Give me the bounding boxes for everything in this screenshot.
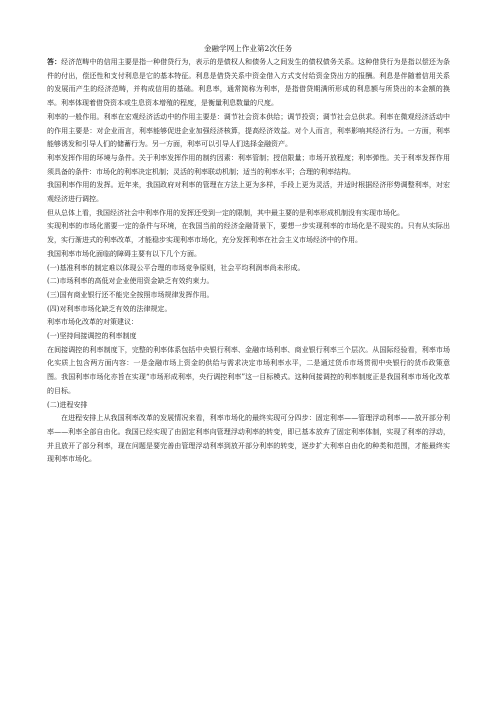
document-title: 金融学网上作业第2次任务 (203, 44, 293, 53)
paragraph-4: 我国利率作用的发挥。近年来，我国政府对利率的管理在方法上更为多样，手段上更为灵活，并适时根据经济形势调整利率，对宏观经济进行调控。 (47, 181, 450, 204)
list-item-obstacle-4: (四)对利率市场化缺乏有效的法律规定。 (47, 304, 172, 313)
paragraph-text: 经济范畴中的信用主要是指一种借贷行为，表示的是债权人和债务人之间发生的债权债务关系。这种借贷行为是指以偿还为条件的付出，偿还性和支付利息是它的基本特征。利息是借贷关系中资金借入方式支付给资金贷出方的报酬。利息是伴随着信用关系的发展而产生的经济范畴，并构成信用的基础。利息率，通常简称为利率，是指借贷期满所形成的利息额与所贷出的本金额的换率。利率体现着借贷资本或生息资本增殖的程度，是衡量利息数量的尺度。 (47, 58, 451, 108)
paragraph-7: 我国利率市场化面临的障碍主要有以下几个方面。 (47, 249, 201, 258)
paragraph-indirect-control: 在间接调控的利率制度下，完整的利率体系包括中央银行利率、金融市场利率、商业银行利率三个层次。从国际经验看，利率市场化实质上包含两方面内容：一是金融市场上资金的供给与需求决定市场利率水平，二是通过货币市场贯彻中央银行的货币政策意图。我国利率市场化亦旨在实现“市场形成利率，央行调控利率”这一目标模式。这种间接调控的利率制度正是我国利率市场化改革的目标。 (47, 345, 450, 395)
paragraph-1 (47, 55, 450, 111)
section-heading-suggestions: 利率市场化改革的对策建议： (47, 318, 138, 327)
subheading-indirect-control: (一)坚持间接调控的利率制度 (47, 332, 137, 341)
list-item-obstacle-3: (三)国有商业银行还不能完全按照市场规律发挥作用。 (47, 290, 214, 299)
paragraph-5: 但从总体上看，我国经济社会中利率作用的发挥还受到一定的限制，其中最主要的是利率形成机制没有实现市场化。 (47, 208, 404, 217)
answer-label: 答： (47, 57, 62, 66)
list-item-obstacle-2: (二)市场利率的高低对企业使用资金缺乏有效约束力。 (47, 277, 214, 286)
paragraph-2: 利率的一般作用。利率在宏观经济活动中的作用主要是：调节社会资本供给；调节投资；调节社会总供求。利率在微观经济活动中的作用主要是：对企业而言，利率能够促进企业加强经济核算，提高经济效益。对个人而言，利率影响其经济行为。一方面，利率能够诱发和引导人们的储蓄行为。另一方面，利率可以引导人们选择金融资产。 (47, 112, 450, 149)
paragraph-progress: 在进程安排上从我国利率改革的发展情况来看，利率市场化的最终实现可分四步：固定利率——管理浮动利率——放开部分利率——利率全部自由化。我国已经实现了由固定利率向管理浮动利率的转变，即已基本放弃了固定利率体制，实现了利率的浮动，并且放开了部分利率，现在问题是要完善由管理浮动利率到放开部分利率的转变，逐步扩大利率自由化的种类和范围，才能最终实现利率市场化。 (47, 414, 450, 464)
paragraph-3: 利率发挥作用的环境与条件。关于利率发挥作用的制约因素：利率管制；授信限量；市场开放程度；利率弹性。关于利率发挥作用须具备的条件：市场化的利率决定机制；灵活的利率联动机制；适当的利率水平；合理的利率结构。 (47, 153, 450, 176)
paragraph-6: 实现利率的市场化需要一定的条件与环境，在我国当前的经济金融背景下，要想一步实现利率的市场化是不现实的。只有从实际出发，实行渐进式的利率改革，才能稳步实现利率市场化，充分发挥利率在社会主义市场经济中的作用。 (47, 222, 450, 245)
subheading-progress: (二)进程安排 (47, 400, 88, 409)
list-item-obstacle-1: (一)基准利率的制定难以体现公平合理的市场竞争原则，社会平均利润率尚未形成。 (47, 263, 305, 272)
document-body (47, 55, 450, 467)
